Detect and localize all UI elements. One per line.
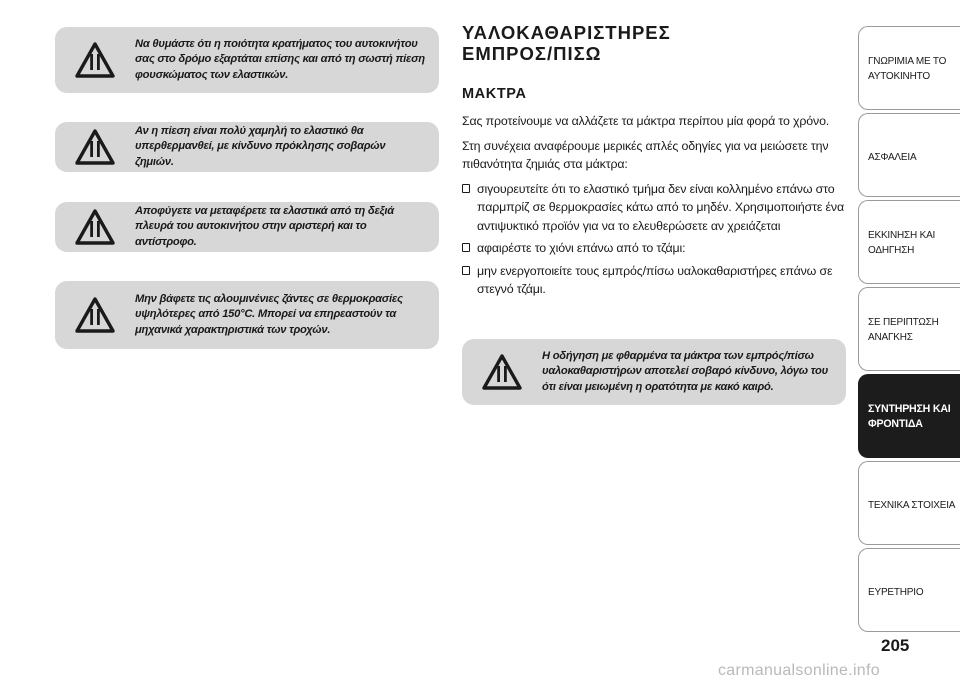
section-title-line1: ΥΑΛΟΚΑΘΑΡΙΣΤΗΡΕΣ	[462, 22, 671, 43]
list-item	[462, 262, 852, 299]
tab-getting-to-know[interactable]: ΓΝΩΡΙΜΙΑ ΜΕ ΤΟ ΑΥΤΟΚΙΝΗΤΟ	[858, 26, 960, 110]
warning-box-tire-pressure	[55, 27, 439, 93]
tab-emergency[interactable]: ΣΕ ΠΕΡΙΠΤΩΣΗ ΑΝΑΓΚΗΣ	[858, 287, 960, 371]
page-number: 205	[881, 636, 910, 655]
tab-index[interactable]: ΕΥΡΕΤΗΡΙΟ	[858, 548, 960, 632]
warning-triangle-icon	[73, 207, 117, 247]
section-subtitle: ΜΑΚΤΡΑ	[462, 86, 527, 102]
warning-box-worn-wipers	[462, 339, 846, 405]
watermark: carmanualsonline.info	[718, 662, 880, 679]
instructions-paragraph: Στη συνέχεια αναφέρουμε μερικές απλές οδηγίες για να μειώσετε την πιθανότητα ζημιάς στα μάκτρα:	[462, 138, 829, 171]
warning-triangle-icon	[480, 352, 524, 392]
warning-text: Αποφύγετε να μεταφέρετε τα ελαστικά από τη δεξιά πλευρά του αυτοκινήτου στην αριστερή και το αντίστροφο.	[135, 204, 394, 248]
list-item-text: μην ενεργοποιείτε τους εμπρός/πίσω υαλοκαθαριστήρες επάνω σε στεγνό τζάμι.	[477, 263, 833, 296]
warning-box-tire-swap	[55, 202, 439, 252]
tab-maintenance[interactable]: ΣΥΝΤΗΡΗΣΗ ΚΑΙ ΦΡΟΝΤΙΔΑ	[858, 374, 960, 458]
warning-text: Να θυμάστε ότι η ποιότητα κρατήματος του αυτοκινήτου σας στο δρόμο εξαρτάται επίσης και από τη σωστή πίεση φουσκώματος των ελαστικών.	[135, 37, 425, 81]
instructions-list	[462, 180, 852, 299]
list-item	[462, 180, 852, 236]
wipers-section	[462, 22, 852, 303]
list-item	[462, 239, 852, 258]
warning-triangle-icon	[73, 127, 117, 167]
tab-starting-driving[interactable]: ΕΚΚΙΝΗΣΗ ΚΑΙ ΟΔΗΓΗΣΗ	[858, 200, 960, 284]
warning-triangle-icon	[73, 40, 117, 80]
warning-text: Αν η πίεση είναι πολύ χαμηλή το ελαστικό θα υπερθερμανθεί, με κίνδυνο πρόκλησης σοβαρών ζημιών.	[135, 124, 386, 168]
warning-text: Μην βάφετε τις αλουμινένιες ζάντες σε θερμοκρασίες υψηλότερες από 150°C. Μπορεί να επηρεαστούν τα μηχανικά χαρακτηριστικά των τροχών.	[135, 292, 403, 336]
intro-paragraph: Σας προτείνουμε να αλλάζετε τα μάκτρα περίπου μία φορά το χρόνο.	[462, 114, 830, 128]
list-item-text: σιγουρευτείτε ότι το ελαστικό τμήμα δεν είναι κολλημένο επάνω στο παρμπρίζ σε θερμοκρασίες κάτω από το μηδέν. Χρησιμοποιήστε ένα αντιψυκτικό προϊόν για να το ελευθερώσετε αν χρειάζεται	[477, 181, 844, 233]
warning-box-alloy-wheels	[55, 281, 439, 349]
tab-safety[interactable]: ΑΣΦΑΛΕΙΑ	[858, 113, 960, 197]
tab-technical-data[interactable]: ΤΕΧΝΙΚΑ ΣΤΟΙΧΕΙΑ	[858, 461, 960, 545]
warning-triangle-icon	[73, 295, 117, 335]
section-title-line2: ΕΜΠΡΟΣ/ΠΙΣΩ	[462, 43, 602, 64]
warning-text: Η οδήγηση με φθαρμένα τα μάκτρα των εμπρός/πίσω υαλοκαθαριστήρων αποτελεί σοβαρό κίνδυνο, λόγω του ότι είναι μειωμένη η ορατότητα με κακό καιρό.	[542, 349, 828, 393]
checkbox-bullet-icon	[462, 184, 470, 193]
warning-box-low-pressure	[55, 122, 439, 172]
checkbox-bullet-icon	[462, 243, 470, 252]
checkbox-bullet-icon	[462, 266, 470, 275]
section-title	[462, 22, 852, 64]
list-item-text: αφαιρέστε το χιόνι επάνω από το τζάμι:	[477, 241, 686, 255]
